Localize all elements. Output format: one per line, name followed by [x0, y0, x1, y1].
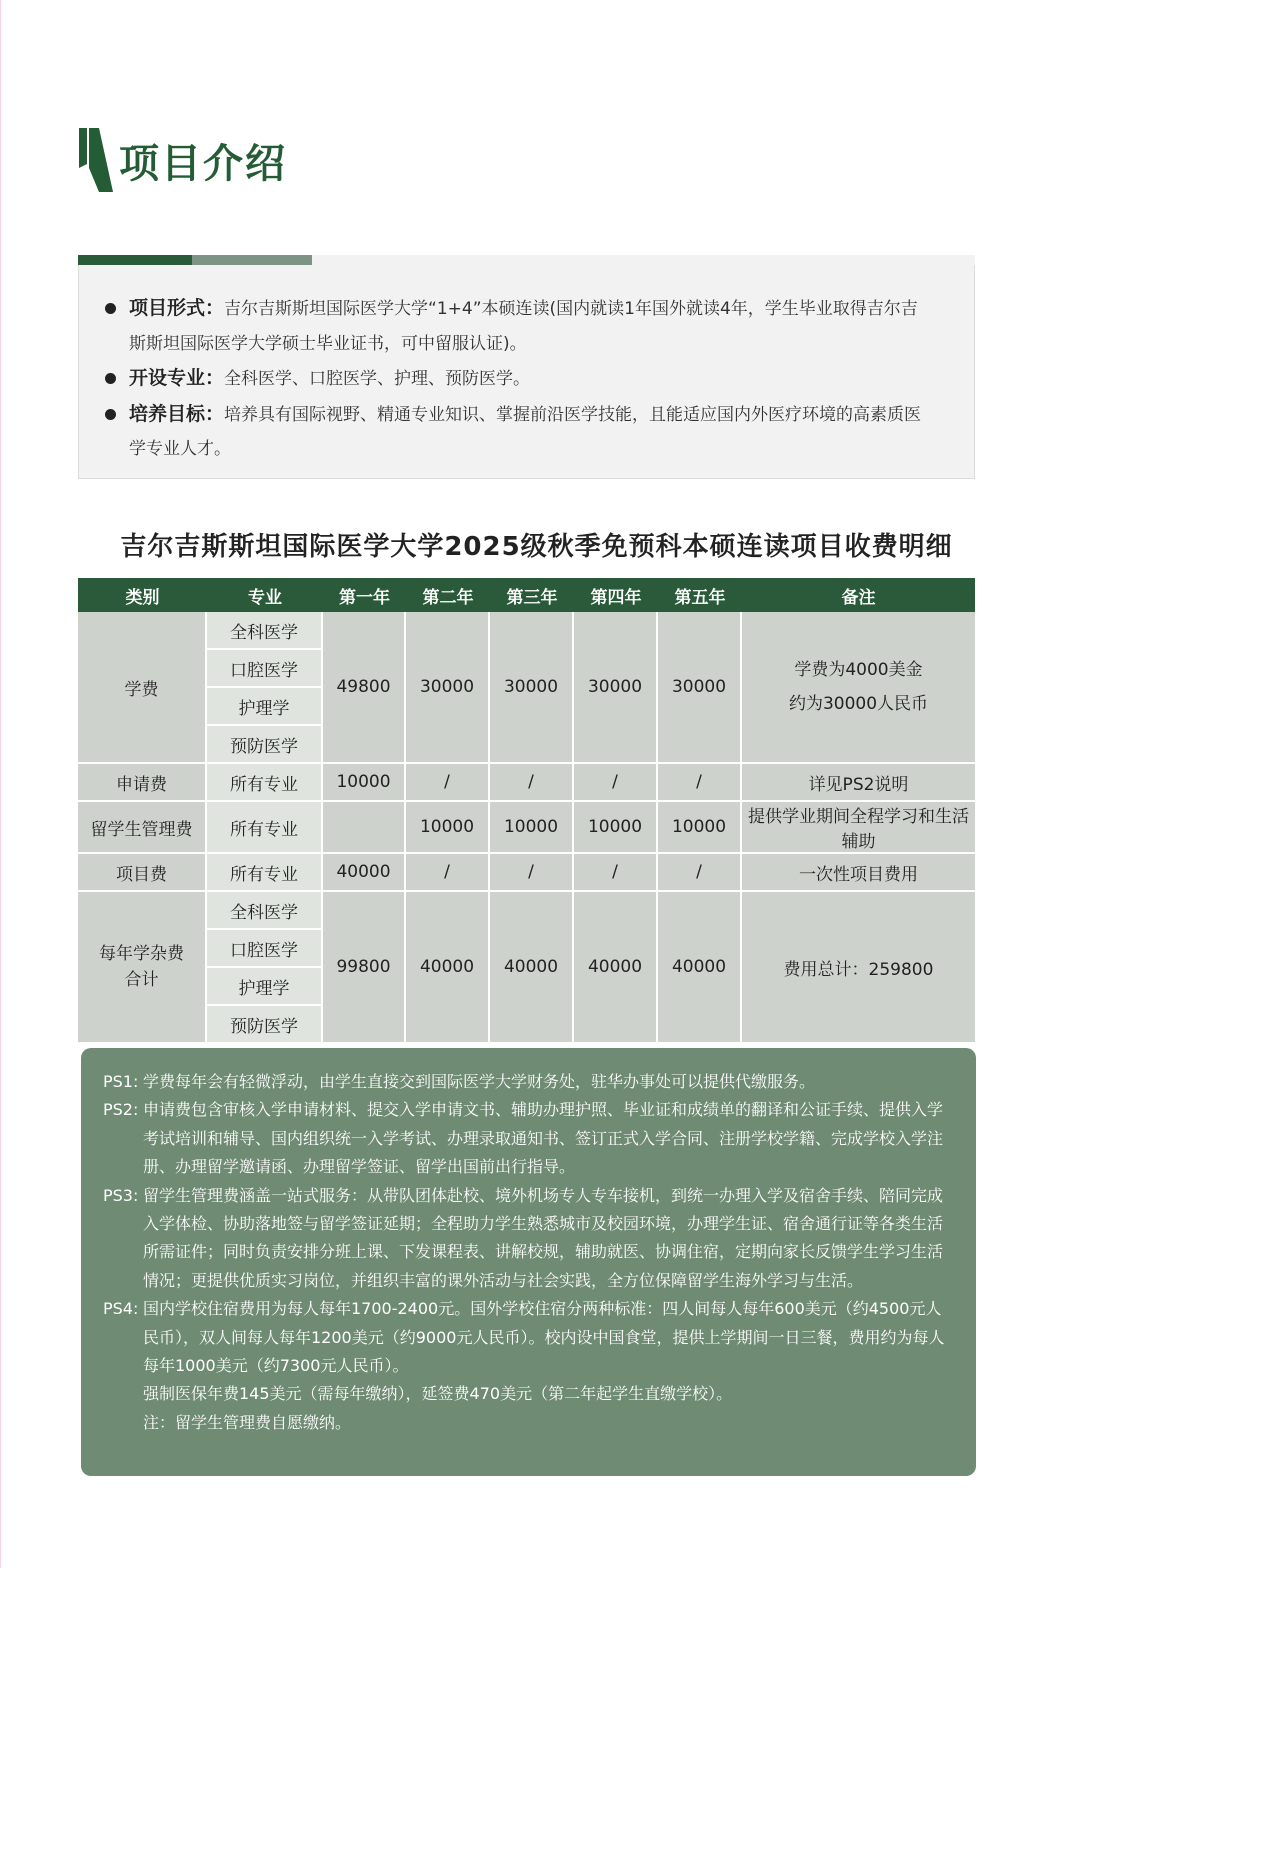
intro-label: 开设专业： — [129, 367, 225, 389]
management-year1 — [323, 802, 406, 854]
major-cell: 全科医学 — [207, 892, 323, 930]
project-year1: 40000 — [323, 854, 406, 892]
ps-text: 学费每年会有轻微浮动，由学生直接交到国际医学大学财务处，驻华办事处可以提供代缴服务。 — [143, 1072, 816, 1091]
tuition-year1: 49800 — [323, 612, 406, 764]
fee-table-title: 吉尔吉斯斯坦国际医学大学2025级秋季免预科本硕连读项目收费明细 — [120, 532, 953, 562]
major-cell: 所有专业 — [207, 802, 323, 854]
major-cell: 口腔医学 — [207, 930, 323, 968]
ps-notes-box — [81, 1048, 976, 1476]
major-cell: 预防医学 — [207, 726, 323, 764]
management-category: 留学生管理费 — [78, 802, 207, 854]
major-cell: 口腔医学 — [207, 650, 323, 688]
major-cell: 所有专业 — [207, 764, 323, 802]
application-year1: 10000 — [323, 764, 406, 802]
application-year3: / — [490, 764, 574, 802]
application-year2: / — [406, 764, 490, 802]
section-heading — [79, 128, 287, 192]
header-year4: 第四年 — [574, 578, 658, 612]
intro-text: 培养具有国际视野、精通专业知识、掌握前沿医学技能，且能适应国内外医疗环境的高素质医学专业人才。 — [129, 404, 922, 459]
ps-extra-note: 注：留学生管理费自愿缴纳。 — [143, 1412, 352, 1432]
intro-label: 项目形式： — [129, 297, 225, 319]
table-row — [78, 802, 975, 854]
total-year2: 40000 — [406, 892, 490, 1044]
ps-item-4 — [103, 1295, 954, 1380]
ps-key: PS4: — [103, 1299, 139, 1319]
project-year2: / — [406, 854, 490, 892]
project-category: 项目费 — [78, 854, 207, 892]
bullet-icon — [105, 303, 116, 314]
total-note: 费用总计：259800 — [742, 892, 975, 1044]
major-cell: 护理学 — [207, 688, 323, 726]
total-category-line2: 合计 — [124, 970, 159, 990]
header-year3: 第三年 — [490, 578, 574, 612]
intro-item-goal — [103, 397, 934, 467]
table-header-row — [78, 578, 975, 612]
major-cell: 预防医学 — [207, 1006, 323, 1044]
section-heading-text: 项目介绍 — [119, 140, 287, 187]
tuition-note-line2: 约为30000人民币 — [788, 694, 929, 714]
ps-key: PS1: — [103, 1072, 139, 1091]
intro-item-majors — [103, 361, 934, 397]
table-row — [78, 892, 975, 930]
ps-key: PS2: — [103, 1100, 139, 1120]
header-year5: 第五年 — [658, 578, 742, 612]
major-cell: 全科医学 — [207, 612, 323, 650]
project-year4: / — [574, 854, 658, 892]
total-year1: 99800 — [323, 892, 406, 1044]
ps-item-3 — [103, 1182, 954, 1296]
bullet-icon — [105, 409, 116, 420]
intro-text: 全科医学、口腔医学、护理、预防医学。 — [224, 369, 531, 389]
project-year5: / — [658, 854, 742, 892]
bullet-icon — [105, 373, 116, 384]
management-year5: 10000 — [658, 802, 742, 854]
project-year3: / — [490, 854, 574, 892]
ps-extra-insurance: 强制医保年费145美元（需每年缴纳），延签费470美元（第二年起学生直缴学校）。 — [143, 1384, 733, 1404]
tuition-note-line1: 学费为4000美金 — [794, 660, 923, 680]
tuition-category: 学费 — [78, 612, 207, 764]
intro-box — [78, 265, 975, 479]
management-year2: 10000 — [406, 802, 490, 854]
intro-label: 培养目标： — [129, 402, 225, 425]
ps-key: PS3: — [103, 1185, 139, 1205]
application-note: 详见PS2说明 — [742, 764, 975, 802]
ps-item-1 — [103, 1068, 954, 1096]
tuition-year4: 30000 — [574, 612, 658, 764]
header-note: 备注 — [742, 578, 975, 612]
application-year4: / — [574, 764, 658, 802]
table-row — [78, 612, 975, 650]
header-category: 类别 — [78, 578, 207, 612]
ps-item-2 — [103, 1096, 954, 1181]
total-category — [78, 892, 207, 1044]
header-major: 专业 — [207, 578, 323, 612]
total-category-line1: 每年学杂费 — [99, 944, 184, 964]
header-year1: 第一年 — [323, 578, 406, 612]
major-cell: 护理学 — [207, 968, 323, 1006]
tuition-year3: 30000 — [490, 612, 574, 764]
fee-table — [78, 578, 975, 1044]
heading-accent-icon — [79, 128, 113, 192]
table-row — [78, 764, 975, 802]
intro-box-top-bar — [78, 255, 975, 265]
tuition-note — [742, 612, 975, 764]
tuition-year2: 30000 — [406, 612, 490, 764]
header-year2: 第二年 — [406, 578, 490, 612]
intro-text: 吉尔吉斯斯坦国际医学大学“1+4”本硕连读(国内就读1年国外就读4年，学生毕业取得吉尔吉斯斯坦国际医学大学硕士毕业证书，可中留服认证)。 — [129, 299, 918, 354]
total-year5: 40000 — [658, 892, 742, 1044]
application-year5: / — [658, 764, 742, 802]
management-year3: 10000 — [490, 802, 574, 854]
project-note: 一次性项目费用 — [742, 854, 975, 892]
ps-text: 留学生管理费涵盖一站式服务：从带队团体赴校、境外机场专人专车接机，到统一办理入学及宿舍手续、陪同完成入学体检、协助落地签与留学签证延期；全程助力学生熟悉城市及校园环境，办理学生证、宿舍通行证等各类生活所需证件；同时负责安排分班上课、下发课程表、讲解校规，辅助就医、协调住宿，定期向家长反馈学生学习生活情况；更提供优质实习岗位，并组织丰富的课外活动与社会实践，全方位保障留学生海外学习与生活。 — [143, 1185, 944, 1290]
total-year3: 40000 — [490, 892, 574, 1044]
management-year4: 10000 — [574, 802, 658, 854]
management-note: 提供学业期间全程学习和生活辅助 — [742, 802, 975, 854]
major-cell: 所有专业 — [207, 854, 323, 892]
total-year4: 40000 — [574, 892, 658, 1044]
tuition-year5: 30000 — [658, 612, 742, 764]
ps-text: 国内学校住宿费用为每人每年1700-2400元。国外学校住宿分两种标准：四人间每人每年600美元（约4500元人民币），双人间每人每年1200美元（约9000元人民币）。校内设中国食堂，提供上学期间一日三餐，费用约为每人每年1000美元（约7300元人民币）。 — [143, 1299, 945, 1376]
table-row — [78, 854, 975, 892]
ps-text: 申请费包含审核入学申请材料、提交入学申请文书、辅助办理护照、毕业证和成绩单的翻译和公证手续、提供入学考试培训和辅导、国内组织统一入学考试、办理录取通知书、签订正式入学合同、注册学校学籍、完成学校入学注册、办理留学邀请函、办理留学签证、留学出国前出行指导。 — [143, 1100, 944, 1177]
intro-item-form — [103, 291, 934, 361]
application-category: 申请费 — [78, 764, 207, 802]
